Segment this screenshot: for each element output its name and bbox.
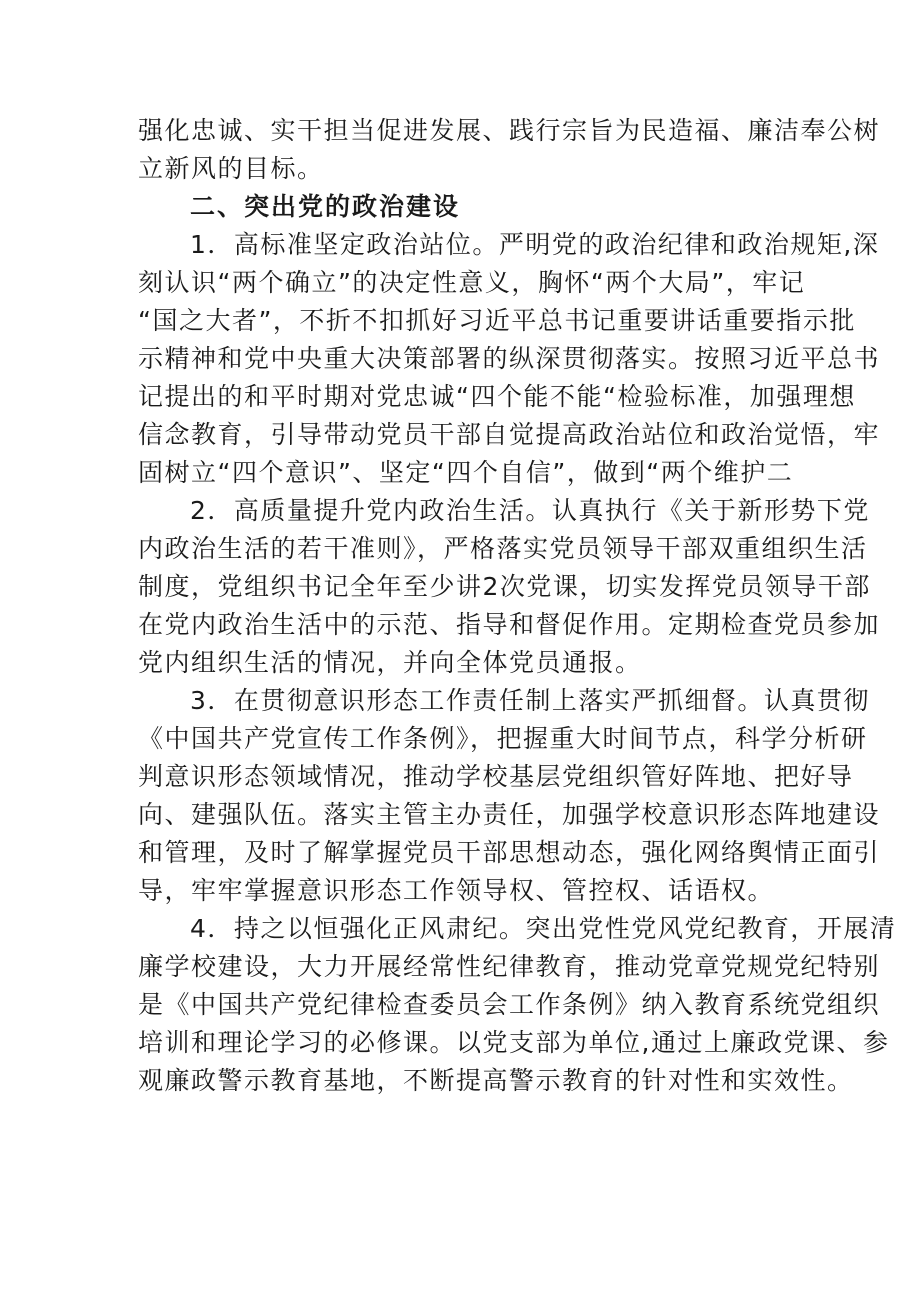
intro-line-2: 立新风的目标。	[138, 154, 324, 183]
paragraph-line: 固树立“四个意识”、坚定“四个自信”，做到“两个维护二	[138, 458, 794, 487]
paragraph-line: 内政治生活的若干准则》，严格落实党员领导干部双重组织生活	[138, 534, 868, 563]
paragraph-1	[138, 226, 881, 492]
document-body	[138, 112, 897, 1100]
paragraph-line: “国之大者”，不折不扣抓好习近平总书记重要讲话重要指示批	[138, 306, 856, 335]
section-heading: 二、突出党的政治建设	[190, 192, 461, 221]
paragraph-3	[138, 682, 881, 910]
paragraph-line: 和管理，及时了解掌握党员干部思想动态，强化网络舆情正面引	[138, 838, 881, 867]
paragraph-line: 4．持之以恒强化正风肃纪。突出党性党风党纪教育，开展清	[190, 914, 897, 943]
paragraph-line: 培训和理论学习的必修课。以党支部为单位,通过上廉政党课、参	[138, 1028, 890, 1057]
paragraph-line: 记提出的和平时期对党忠诚“四个能不能“检验标准，加强理想	[138, 382, 856, 411]
paragraph-line: 信念教育，引导带动党员干部自觉提高政治站位和政治觉悟，牢	[138, 420, 881, 449]
paragraph-line: 2．高质量提升党内政治生活。认真执行《关于新形势下党	[190, 496, 870, 525]
paragraph-line: 1．高标准坚定政治站位。严明党的政治纪律和政治规矩,深	[190, 230, 880, 259]
paragraph-line: 《中国共产党宣传工作条例》，把握重大时间节点，科学分析研	[138, 724, 868, 753]
paragraph-line: 示精神和党中央重大决策部署的纵深贯彻落实。按照习近平总书	[138, 344, 881, 373]
paragraph-line: 制度，党组织书记全年至少讲2次党课，切实发挥党员领导干部	[138, 572, 871, 601]
paragraph-line: 廉学校建设，大力开展经常性纪律教育，推动党章党规党纪特别	[138, 952, 881, 981]
paragraph-line: 向、建强队伍。落实主管主办责任，加强学校意识形态阵地建设	[138, 800, 881, 829]
paragraph-line: 导，牢牢掌握意识形态工作领导权、管控权、话语权。	[138, 876, 775, 905]
paragraph-line: 判意识形态领域情况，推动学校基层党组织管好阵地、把好导	[138, 762, 854, 791]
paragraph-2	[138, 492, 881, 682]
intro-line-1: 强化忠诚、实干担当促进发展、践行宗旨为民造福、廉洁奉公树	[138, 116, 881, 145]
paragraph-line: 观廉政警示教育基地，不断提高警示教育的针对性和实效性。	[138, 1066, 854, 1095]
paragraph-line: 在党内政治生活中的示范、指导和督促作用。定期检查党员参加	[138, 610, 881, 639]
paragraph-line: 3．在贯彻意识形态工作责任制上落实严抓细督。认真贯彻	[190, 686, 870, 715]
paragraph-line: 党内组织生活的情况，并向全体党员通报。	[138, 648, 642, 677]
paragraph-4	[138, 910, 897, 1100]
paragraph-line: 刻认识“两个确立”的决定性意义，胸怀“两个大局”，牢记	[138, 268, 806, 297]
paragraph-line: 是《中国共产党纪律检查委员会工作条例》纳入教育系统党组织	[138, 990, 881, 1019]
